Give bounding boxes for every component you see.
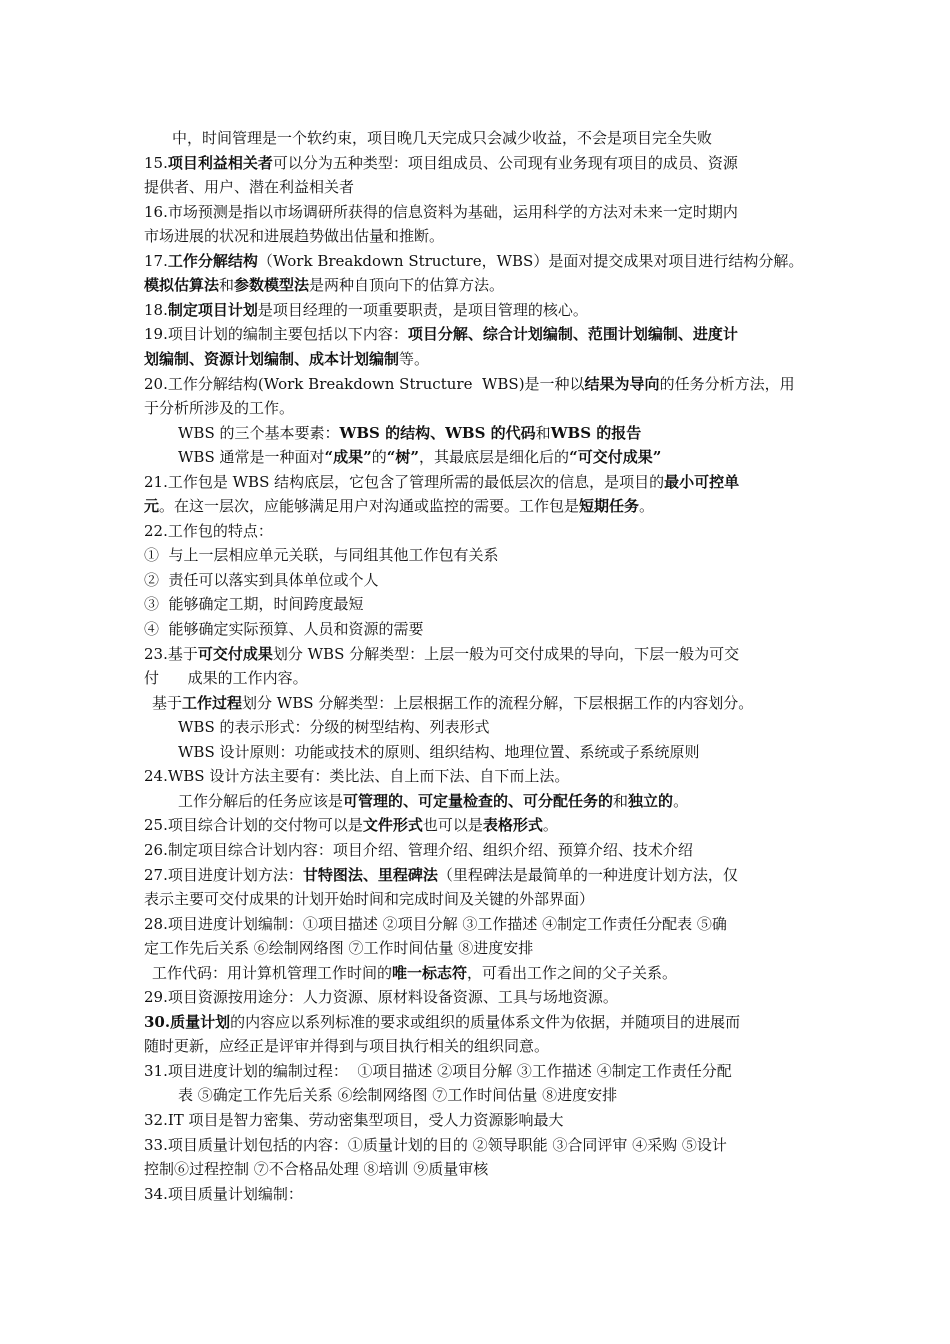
text-run: 。 bbox=[542, 816, 558, 834]
text-line bbox=[178, 1083, 617, 1107]
text-line bbox=[144, 666, 308, 690]
text-run: 控制⑥过程控制 ⑦不合格品处理 ⑧培训 ⑨质量审核 bbox=[144, 1160, 489, 1178]
text-run: 19.项目计划的编制主要包括以下内容： bbox=[144, 325, 408, 343]
text-run: WBS 设计原则：功能或技术的原则、组织结构、地理位置、系统或子系统原则 bbox=[178, 743, 700, 761]
text-line bbox=[144, 372, 795, 396]
text-run: 。在这一层次，应能够满足用户对沟通或监控的需要。工作包是 bbox=[159, 497, 580, 515]
text-line bbox=[144, 592, 364, 616]
text-run: 提供者、用户、潜在利益相关者 bbox=[144, 178, 355, 196]
bold-text-run: WBS 的报告 bbox=[550, 424, 642, 442]
text-line bbox=[178, 740, 700, 764]
text-run: 20.工作分解结构(Work Breakdown Structure WBS)是一种以 bbox=[144, 375, 585, 393]
text-line bbox=[144, 1059, 732, 1083]
text-line bbox=[144, 1108, 564, 1132]
text-run: 16.市场预测是指以市场调研所获得的信息资料为基础，运用科学的方法对未来一定时期内 bbox=[144, 203, 738, 221]
text-line bbox=[152, 961, 677, 985]
text-run: 表示主要可交付成果的计划开始时间和完成时间及关键的外部界面） bbox=[144, 890, 595, 908]
bold-text-run: 表格形式 bbox=[482, 816, 543, 834]
text-line bbox=[144, 1157, 488, 1181]
text-line bbox=[144, 887, 594, 911]
text-line bbox=[144, 912, 727, 936]
text-run: 17. bbox=[144, 252, 168, 270]
text-line bbox=[144, 1010, 740, 1034]
text-line bbox=[178, 789, 688, 813]
text-run: 的内容应以系列标准的要求或组织的质量体系文件为依据，并随项目的进展而 bbox=[230, 1013, 741, 1031]
bold-text-run: 可管理的、可定量检查的、可分配任务的 bbox=[343, 792, 614, 810]
text-run: 28.项目进度计划编制：①项目描述 ②项目分解 ③工作描述 ④制定工作责任分配表 ⑤确 bbox=[144, 915, 727, 933]
text-line bbox=[144, 273, 504, 297]
text-line bbox=[152, 691, 753, 715]
text-run: 工作代码：用计算机管理工作时间的 bbox=[152, 964, 393, 982]
text-run: ，其最底层是细化后的 bbox=[419, 448, 570, 466]
text-run: 34.项目质量计划编制： bbox=[144, 1185, 303, 1203]
text-run: 33.项目质量计划包括的内容：①质量计划的目的 ②领导职能 ③合同评审 ④采购 ⑤设计 bbox=[144, 1136, 727, 1154]
text-run: 中，时间管理是一个软约束，项目晚几天完成只会减少收益，不会是项目完全失败 bbox=[172, 129, 713, 147]
text-line bbox=[144, 151, 738, 175]
bold-text-run: 唯一标志符 bbox=[392, 964, 468, 982]
text-run: 付 成果的工作内容。 bbox=[144, 669, 308, 687]
text-line bbox=[144, 200, 738, 224]
text-line bbox=[144, 224, 444, 248]
text-run: 15. bbox=[144, 154, 168, 172]
text-run: 32.IT 项目是智力密集、劳动密集型项目，受人力资源影响最大 bbox=[144, 1111, 564, 1129]
text-line bbox=[144, 347, 429, 371]
bold-text-run: 最小可控单 bbox=[664, 473, 740, 491]
bold-text-run: 结果为导向 bbox=[584, 375, 660, 393]
text-run: ③ 能够确定工期，时间跨度最短 bbox=[144, 595, 364, 613]
bold-text-run: 工作分解结构 bbox=[167, 252, 258, 270]
bold-text-run: 文件形式 bbox=[362, 816, 423, 834]
text-line bbox=[144, 1182, 303, 1206]
text-line bbox=[172, 126, 712, 150]
text-run: ④ 能够确定实际预算、人员和资源的需要 bbox=[144, 620, 424, 638]
text-run: 31.项目进度计划的编制过程： ①项目描述 ②项目分解 ③工作描述 ④制定工作责任分配 bbox=[144, 1062, 732, 1080]
text-line bbox=[144, 322, 738, 346]
bold-text-run: 工作过程 bbox=[182, 694, 243, 712]
text-line bbox=[144, 175, 354, 199]
text-run: 是两种自顶向下的估算方法。 bbox=[309, 276, 505, 294]
bold-text-run: “成果” bbox=[324, 448, 372, 466]
text-run: 和 bbox=[535, 424, 551, 442]
bold-text-run: 项目利益相关者 bbox=[167, 154, 273, 172]
text-line bbox=[178, 421, 641, 445]
text-run: 的 bbox=[371, 448, 387, 466]
bold-text-run: 项目分解、综合计划编制、范围计划编制、进度计 bbox=[407, 325, 738, 343]
text-run: WBS 通常是一种面对 bbox=[178, 448, 325, 466]
text-run: 于分析所涉及的工作。 bbox=[144, 399, 295, 417]
bold-text-run: 短期任务 bbox=[579, 497, 640, 515]
text-line bbox=[144, 298, 588, 322]
text-line bbox=[144, 519, 273, 543]
bold-text-run: “可交付成果” bbox=[569, 448, 662, 466]
text-run: WBS 的表示形式：分级的树型结构、列表形式 bbox=[178, 718, 490, 736]
bold-text-run: WBS 的结构、WBS 的代码 bbox=[339, 424, 536, 442]
text-run: WBS 的三个基本要素： bbox=[178, 424, 340, 442]
text-run: 划分 WBS 分解类型：上层根据工作的流程分解，下层根据工作的内容划分。 bbox=[242, 694, 754, 712]
text-run: 29.项目资源按用途分：人力资源、原材料设备资源、工具与场地资源。 bbox=[144, 988, 618, 1006]
text-line bbox=[144, 936, 533, 960]
bold-text-run: “树” bbox=[386, 448, 420, 466]
text-line bbox=[144, 813, 558, 837]
text-run: 基于 bbox=[152, 694, 183, 712]
text-line bbox=[178, 445, 661, 469]
text-run: 和 bbox=[219, 276, 235, 294]
text-run: 可以分为五种类型：项目组成员、公司现有业务现有项目的成员、资源 bbox=[272, 154, 738, 172]
text-line bbox=[144, 494, 654, 518]
text-run: （里程碑法是最简单的一种进度计划方法，仅 bbox=[437, 866, 738, 884]
text-run: 。 bbox=[639, 497, 655, 515]
text-run: 工作分解后的任务应该是 bbox=[178, 792, 344, 810]
text-line bbox=[144, 985, 618, 1009]
text-run: 。 bbox=[673, 792, 689, 810]
text-run: 等。 bbox=[399, 350, 430, 368]
text-run: 27.项目进度计划方法： bbox=[144, 866, 303, 884]
text-run: 和 bbox=[613, 792, 629, 810]
text-line bbox=[144, 863, 738, 887]
text-line bbox=[144, 617, 424, 641]
text-run: ，可看出工作之间的父子关系。 bbox=[467, 964, 678, 982]
text-run: 26.制定项目综合计划内容：项目介绍、管理介绍、组织介绍、预算介绍、技术介绍 bbox=[144, 841, 693, 859]
bold-text-run: 划编制、资源计划编制、成本计划编制 bbox=[144, 350, 400, 368]
text-line bbox=[144, 838, 693, 862]
bold-text-run: 甘特图法、里程碑法 bbox=[302, 866, 438, 884]
text-run: 随时更新，应经正是评审并得到与项目执行相关的组织同意。 bbox=[144, 1037, 550, 1055]
text-line bbox=[144, 1133, 727, 1157]
bold-text-run: 独立的 bbox=[628, 792, 674, 810]
text-line bbox=[144, 764, 569, 788]
text-run: 划分 WBS 分解类型：上层一般为可交付成果的导向，下层一般为可交 bbox=[272, 645, 740, 663]
text-run: 是项目经理的一项重要职责，是项目管理的核心。 bbox=[257, 301, 588, 319]
text-run: 25.项目综合计划的交付物可以是 bbox=[144, 816, 363, 834]
bold-text-run: 模拟估算法 bbox=[144, 276, 220, 294]
text-run: 21.工作包是 WBS 结构底层，它包含了管理所需的最低层次的信息，是项目的 bbox=[144, 473, 665, 491]
bold-text-run: 制定项目计划 bbox=[167, 301, 258, 319]
text-line bbox=[144, 249, 803, 273]
bold-text-run: 参数模型法 bbox=[234, 276, 310, 294]
text-line bbox=[144, 470, 739, 494]
text-run: ① 与上一层相应单元关联，与同组其他工作包有关系 bbox=[144, 546, 499, 564]
text-line bbox=[144, 396, 294, 420]
text-line bbox=[144, 543, 499, 567]
text-run: ② 责任可以落实到具体单位或个人 bbox=[144, 571, 379, 589]
text-line bbox=[178, 715, 490, 739]
text-run: 18. bbox=[144, 301, 168, 319]
bold-text-run: 可交付成果 bbox=[197, 645, 273, 663]
text-run: 24.WBS 设计方法主要有：类比法、自上而下法、自下而上法。 bbox=[144, 767, 570, 785]
text-run: 23.基于 bbox=[144, 645, 198, 663]
text-run: 定工作先后关系 ⑥绘制网络图 ⑦工作时间估量 ⑧进度安排 bbox=[144, 939, 534, 957]
text-run: 表 ⑤确定工作先后关系 ⑥绘制网络图 ⑦工作时间估量 ⑧进度安排 bbox=[178, 1086, 618, 1104]
text-run: 市场进展的状况和进展趋势做出估量和推断。 bbox=[144, 227, 445, 245]
text-line bbox=[144, 642, 739, 666]
text-run: 的任务分析方法，用 bbox=[659, 375, 795, 393]
text-run: 22.工作包的特点： bbox=[144, 522, 273, 540]
bold-text-run: 元 bbox=[144, 497, 160, 515]
text-run: 也可以是 bbox=[422, 816, 483, 834]
bold-text-run: 30.质量计划 bbox=[144, 1013, 231, 1031]
text-line bbox=[144, 568, 379, 592]
text-run: （Work Breakdown Structure，WBS）是面对提交成果对项目进行结构分解。 bbox=[257, 252, 804, 270]
text-line bbox=[144, 1034, 549, 1058]
